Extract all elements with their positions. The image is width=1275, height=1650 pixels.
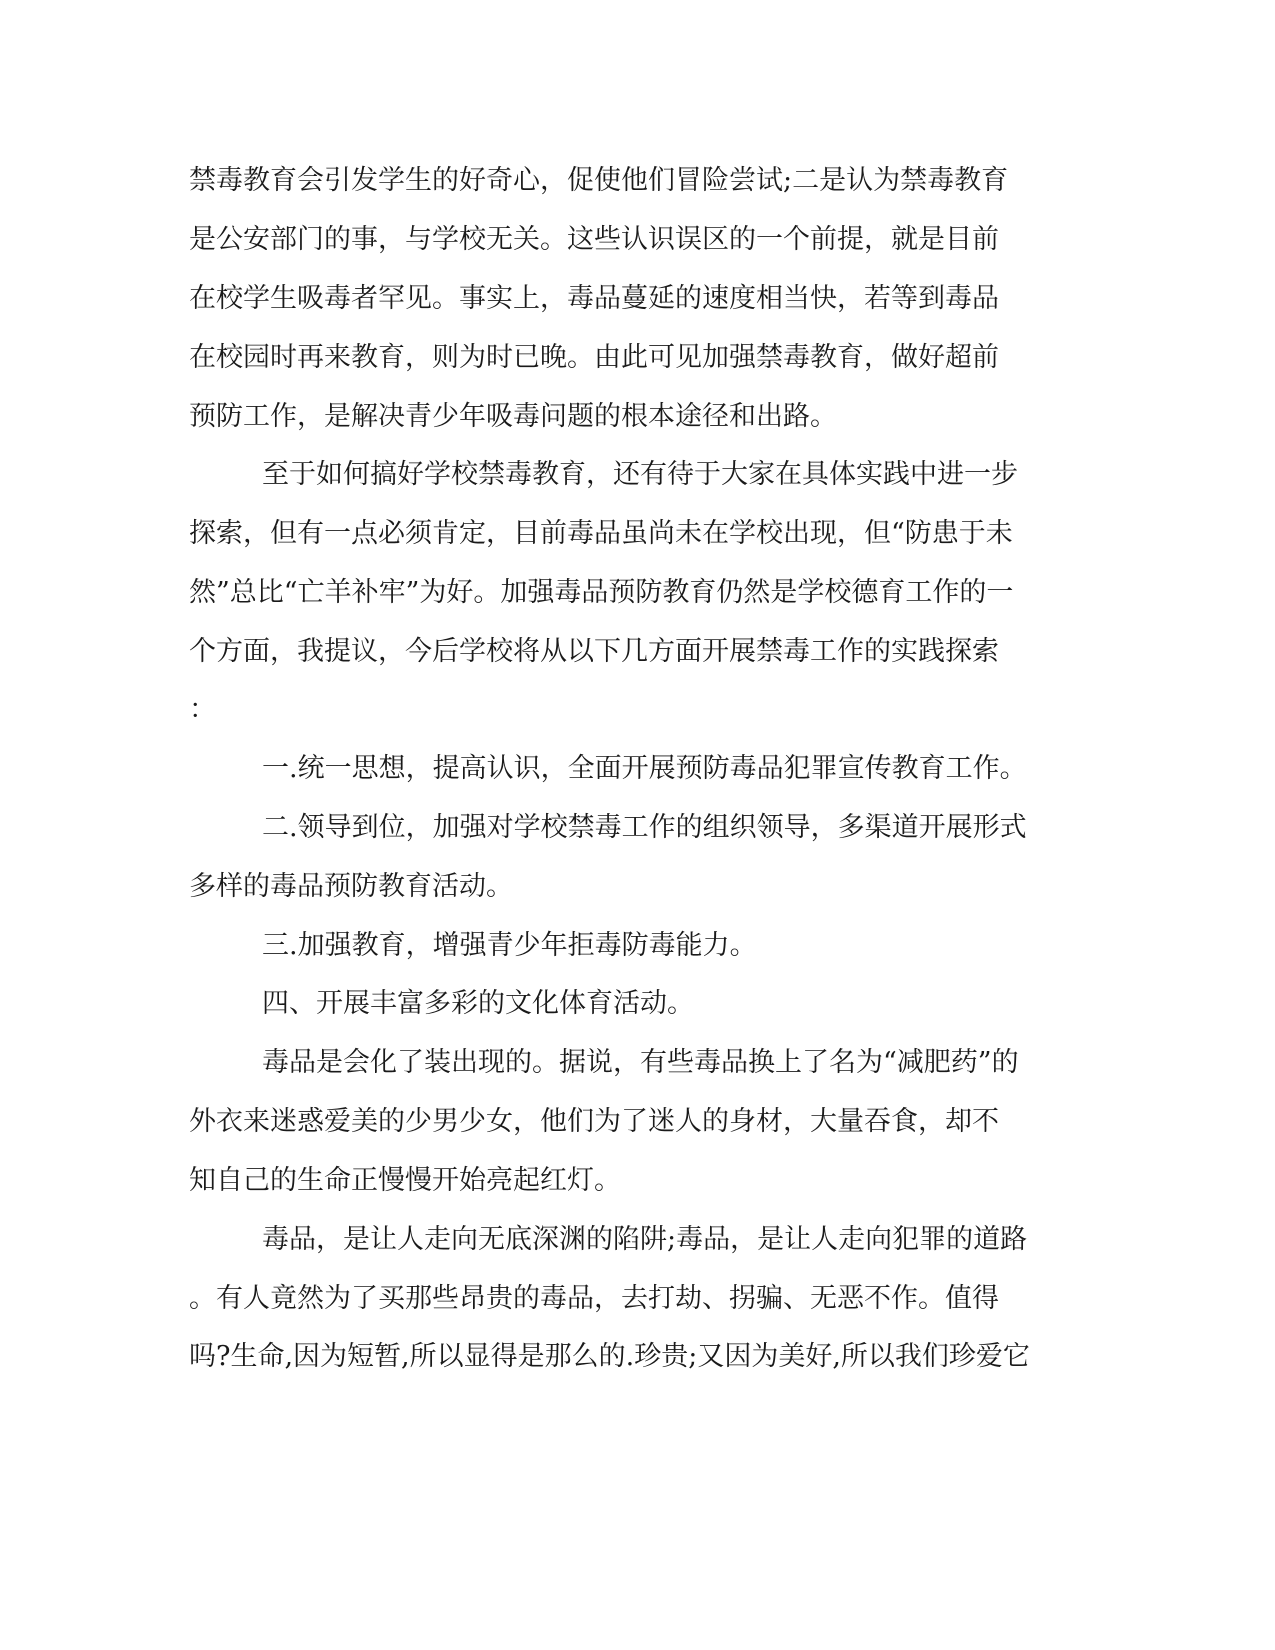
text-line: 四、开展丰富多彩的文化体育活动。	[262, 988, 694, 1019]
text-line: 在校学生吸毒者罕见。事实上，毒品蔓延的速度相当快，若等到毒品	[189, 283, 999, 314]
text-line: 探索，但有一点必须肯定，目前毒品虽尚未在学校出现，但“防患于未	[189, 518, 1013, 549]
text-line: 外衣来迷惑爱美的少男少女，他们为了迷人的身材，大量吞食，却不	[189, 1106, 999, 1137]
text-line: 然”总比“亡羊补牢”为好。加强毒品预防教育仍然是学校德育工作的一	[189, 577, 1014, 608]
text-line: 二.领导到位，加强对学校禁毒工作的组织领导，多渠道开展形式	[262, 812, 1027, 843]
text-line: 吗?生命,因为短暂,所以显得是那么的.珍贵;又因为美好,所以我们珍爱它	[189, 1341, 1030, 1372]
text-line: 毒品是会化了装出现的。据说，有些毒品换上了名为“减肥药”的	[262, 1047, 1019, 1078]
text-line: 多样的毒品预防教育活动。	[189, 871, 513, 902]
text-line: 三.加强教育，增强青少年拒毒防毒能力。	[262, 930, 757, 961]
text-line: 至于如何搞好学校禁毒教育，还有待于大家在具体实践中进一步	[262, 459, 1018, 490]
text-line: 毒品，是让人走向无底深渊的陷阱;毒品，是让人走向犯罪的道路	[262, 1224, 1028, 1255]
text-line: 禁毒教育会引发学生的好奇心，促使他们冒险尝试;二是认为禁毒教育	[189, 165, 1009, 196]
text-line: 个方面，我提议，今后学校将从以下几方面开展禁毒工作的实践探索	[189, 636, 999, 667]
text-line: 是公安部门的事，与学校无关。这些认识误区的一个前提，就是目前	[189, 224, 999, 255]
text-line: 知自己的生命正慢慢开始亮起红灯。	[189, 1165, 621, 1196]
text-line: 预防工作，是解决青少年吸毒问题的根本途径和出路。	[189, 401, 837, 432]
text-line: ：	[189, 694, 216, 725]
text-line: 一.统一思想，提高认识，全面开展预防毒品犯罪宣传教育工作。	[262, 753, 1027, 784]
text-line: 。有人竟然为了买那些昂贵的毒品，去打劫、拐骗、无恶不作。值得	[189, 1283, 999, 1314]
text-line: 在校园时再来教育，则为时已晚。由此可见加强禁毒教育，做好超前	[189, 342, 999, 373]
